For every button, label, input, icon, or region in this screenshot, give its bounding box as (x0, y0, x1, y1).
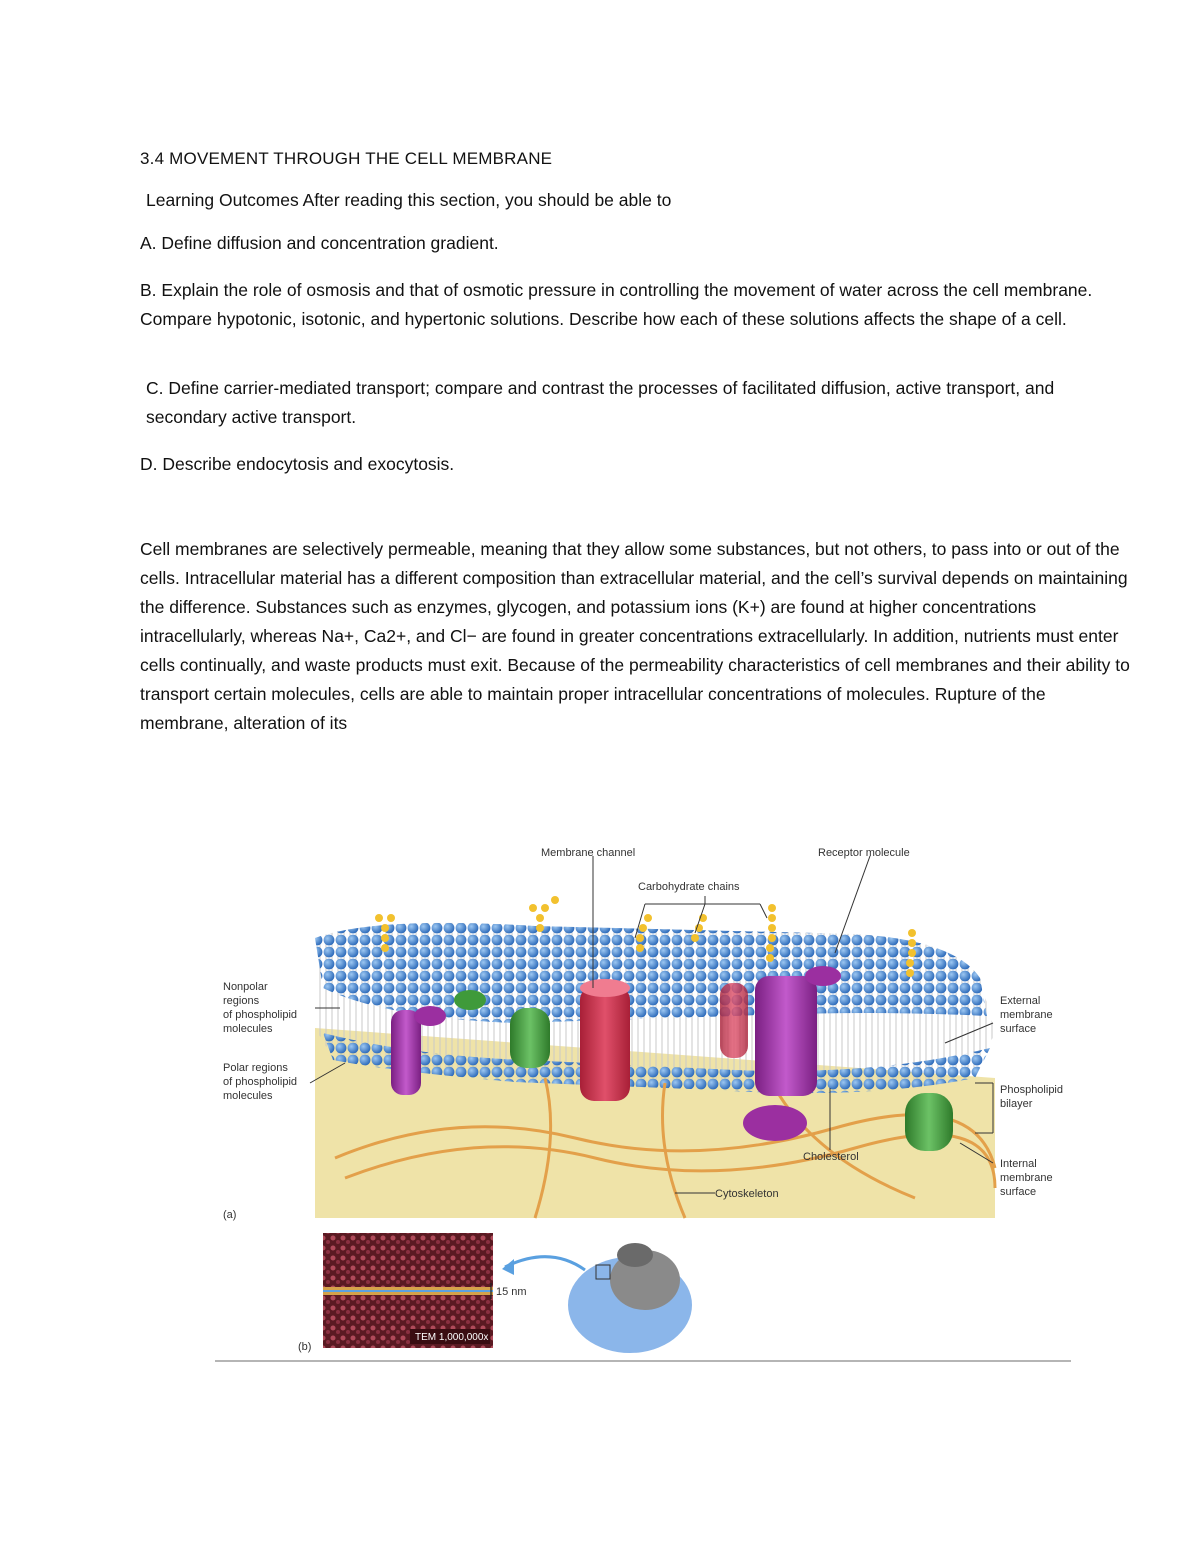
svg-text:regions: regions (223, 995, 260, 1007)
svg-text:Phospholipid: Phospholipid (1000, 1084, 1063, 1096)
label-internal-membrane-surface (1000, 1158, 1053, 1198)
label-nonpolar-regions (223, 981, 297, 1035)
svg-text:of phospholipid: of phospholipid (223, 1009, 298, 1021)
tem-magnification: TEM 1,000,000x (415, 1332, 489, 1343)
green-small-protein (454, 990, 486, 1010)
label-polar-regions (223, 1062, 297, 1102)
membrane-channel-protein (580, 986, 630, 1101)
svg-text:of phospholipid: of phospholipid (223, 1076, 298, 1088)
label-panel-b: (b) (298, 1341, 312, 1353)
label-external-membrane-surface (1000, 995, 1053, 1035)
receptor-cap (805, 966, 841, 986)
tem-micrograph-panel (280, 1225, 720, 1355)
horizontal-rule (215, 1360, 1071, 1362)
svg-text:molecules: molecules (223, 1023, 273, 1035)
label-cholesterol: Cholesterol (803, 1151, 859, 1163)
learning-outcomes-intro: Learning Outcomes After reading this section, you should be able to (146, 190, 672, 210)
pointer-arrow (505, 1257, 585, 1270)
svg-text:surface: surface (1000, 1023, 1037, 1035)
scale-label: 15 nm (496, 1286, 527, 1298)
purple-protein-inner (743, 1105, 807, 1141)
svg-text:membrane: membrane (1000, 1009, 1053, 1021)
outcome-d: D. Describe endocytosis and exocytosis. (140, 454, 455, 474)
purple-protein-left (391, 1010, 421, 1095)
section-heading: 3.4 MOVEMENT THROUGH THE CELL MEMBRANE (140, 149, 553, 168)
label-panel-a: (a) (223, 1209, 237, 1221)
svg-text:Internal: Internal (1000, 1158, 1037, 1170)
svg-text:membrane: membrane (1000, 1172, 1053, 1184)
label-receptor-molecule: Receptor molecule (818, 847, 910, 859)
svg-text:External: External (1000, 995, 1041, 1007)
cell-membrane-diagram (215, 838, 1085, 1228)
svg-text:bilayer: bilayer (1000, 1098, 1033, 1110)
svg-text:Nonpolar: Nonpolar (223, 981, 268, 993)
label-carbohydrate-chains: Carbohydrate chains (638, 881, 740, 893)
svg-text:surface: surface (1000, 1186, 1037, 1198)
svg-text:Polar regions: Polar regions (223, 1062, 288, 1074)
svg-text:molecules: molecules (223, 1090, 273, 1102)
body-paragraph: Cell membranes are selectively permeable, meaning that they allow some substances, but not others, to pass into or out of the cells. Intracellular material has a different composition than extracellular material, and the cell’s survival depends on maintaining the difference. Substances such as enzymes, glycogen, and potassium ions (K+) are found at higher concentrations intracellularly, whereas Na+, Ca2+, and Cl− are found in greater concentrations extracellularly. In addition, nutrients must enter cells continually, and waste products must exit. Because of the permeability characteristics of cell membranes and their ability to transport certain molecules, cells are able to maintain proper intracellular concentrations of molecules. Rupture of the membrane, alteration of its (140, 539, 1130, 733)
purple-cap-left (414, 1006, 446, 1026)
receptor-protein (755, 976, 817, 1096)
external-head-layer (315, 923, 987, 1023)
red-protein-small (720, 983, 748, 1058)
outcome-c: C. Define carrier-mediated transport; compare and contrast the processes of facilitated diffusion, active transport, and secondary active transport. (146, 378, 1055, 427)
label-cytoskeleton: Cytoskeleton (715, 1188, 779, 1200)
green-protein-left (510, 1008, 550, 1068)
outcome-b: B. Explain the role of osmosis and that of osmotic pressure in controlling the movement of water across the cell membrane. Compare hypotonic, isotonic, and hypertonic solutions. Describe how each of these solutions affects the shape of a cell. (140, 280, 1093, 329)
outcome-a: A. Define diffusion and concentration gradient. (140, 233, 499, 253)
label-membrane-channel: Membrane channel (541, 847, 636, 859)
green-protein-right (905, 1093, 953, 1151)
label-phospholipid-bilayer (1000, 1084, 1063, 1110)
